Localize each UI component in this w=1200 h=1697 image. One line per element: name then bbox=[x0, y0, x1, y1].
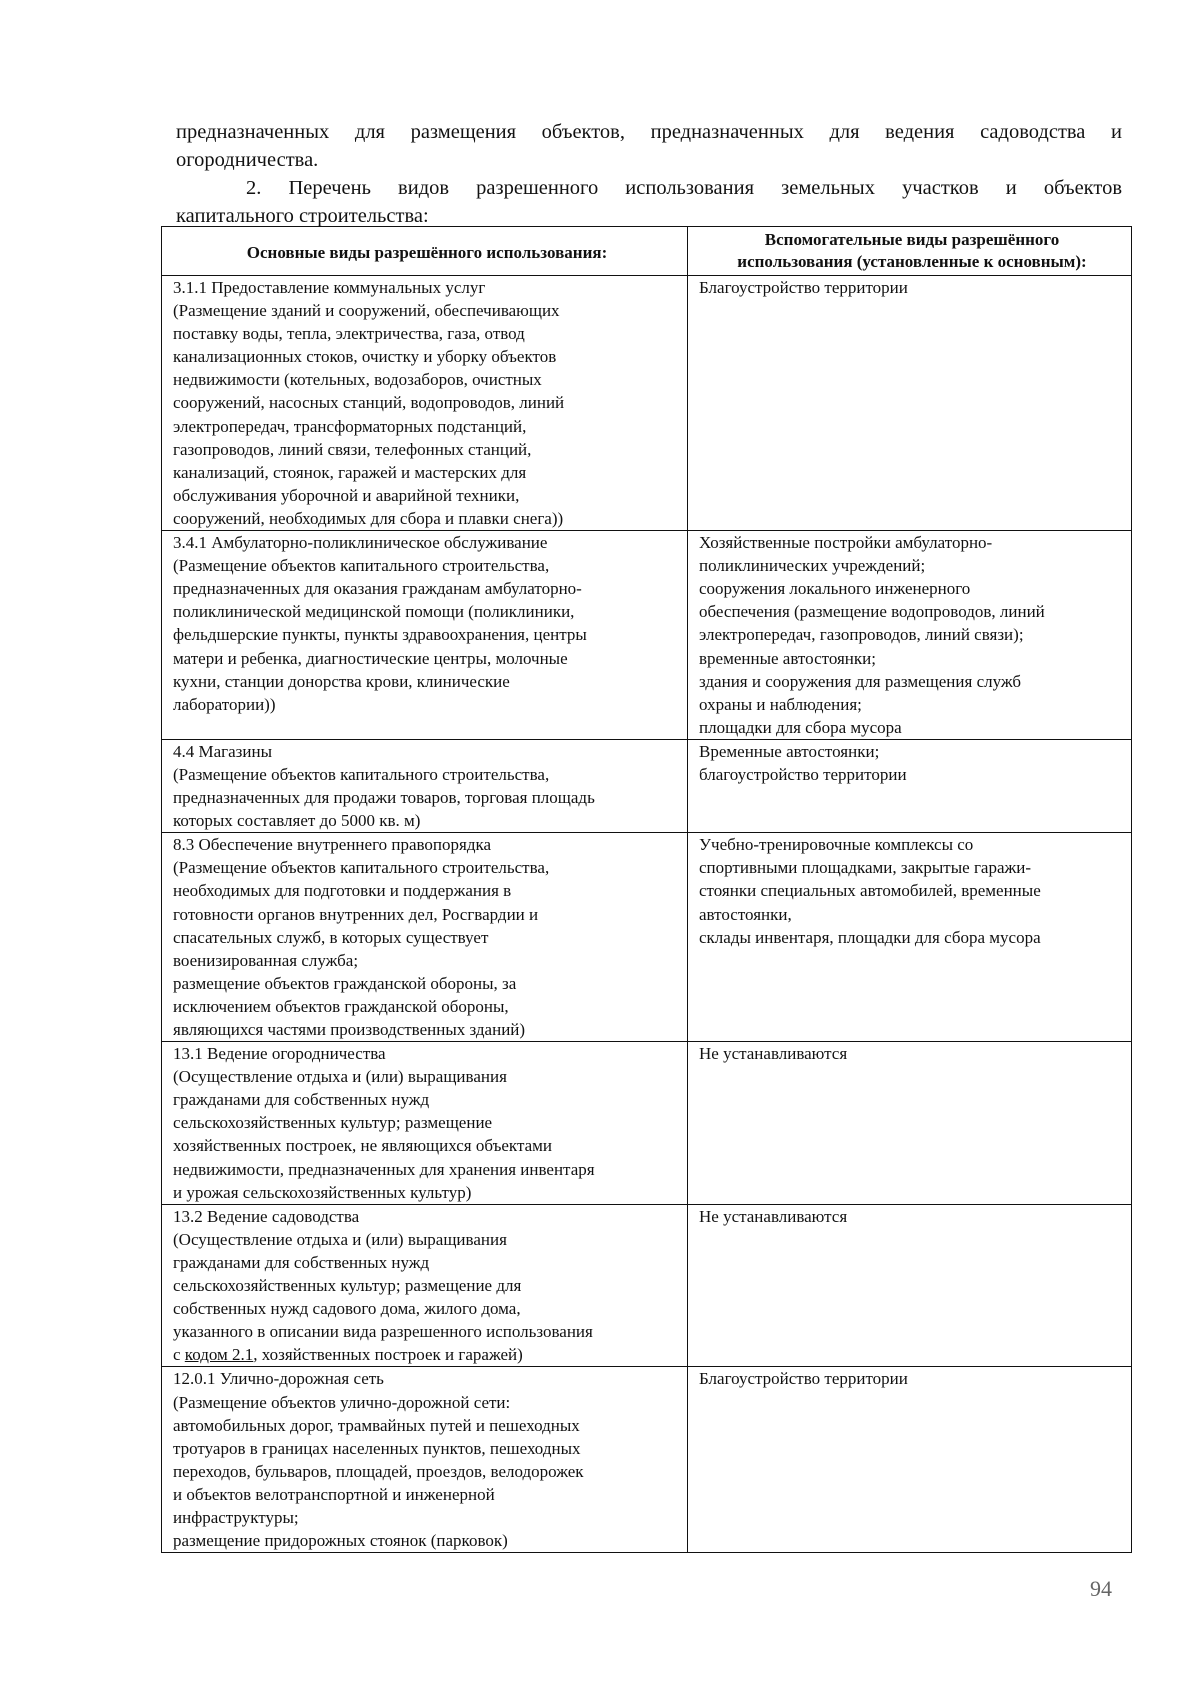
aux-use-line: Учебно-тренировочные комплексы со bbox=[699, 835, 974, 855]
main-use-line: хозяйственных построек, не являющихся объектами bbox=[173, 1136, 552, 1156]
main-use-line: которых составляет до 5000 кв. м) bbox=[173, 811, 421, 831]
header-main-uses: Основные виды разрешённого использования: bbox=[162, 227, 688, 276]
main-use-line: 4.4 Магазины bbox=[173, 741, 273, 761]
aux-use-cell bbox=[688, 531, 1132, 740]
main-use-cell bbox=[162, 739, 688, 832]
intro-paragraph-2 bbox=[176, 174, 1122, 230]
main-use-line: фельдшерские пункты, пункты здравоохранения, центры bbox=[173, 625, 587, 645]
main-use-line: предназначенных для оказания гражданам амбулаторно- bbox=[173, 579, 582, 599]
main-use-line: сельскохозяйственных культур; размещение для bbox=[173, 1276, 522, 1296]
table-row bbox=[162, 1042, 1132, 1205]
aux-use-cell bbox=[688, 833, 1132, 1042]
main-use-line: спасательных служб, в которых существует bbox=[173, 927, 489, 947]
header-aux-line: Вспомогательные виды разрешённого bbox=[764, 230, 1060, 249]
land-use-table bbox=[161, 226, 1132, 1553]
main-use-line: канализационных стоков, очистку и уборку объектов bbox=[173, 347, 557, 367]
aux-use-cell bbox=[688, 739, 1132, 832]
aux-use-line: автостоянки, bbox=[699, 904, 792, 924]
aux-use-cell bbox=[688, 1204, 1132, 1367]
aux-use-cell bbox=[688, 1042, 1132, 1205]
line-suffix: , хозяйственных построек и гаражей) bbox=[253, 1345, 523, 1365]
main-use-line: газопроводов, линий связи, телефонных станций, bbox=[173, 439, 532, 459]
main-use-line: сооружений, необходимых для сбора и плавки снега)) bbox=[173, 508, 564, 528]
main-use-cell bbox=[162, 1367, 688, 1553]
main-use-line bbox=[173, 1343, 681, 1366]
aux-use-line: спортивными площадками, закрытые гаражи- bbox=[699, 858, 1032, 878]
main-use-line: гражданами для собственных нужд bbox=[173, 1090, 430, 1110]
main-use-line: (Размещение объектов капитального строительства, bbox=[173, 858, 550, 878]
intro-line: предназначенных для размещения объектов, предназначенных для ведения садоводства и bbox=[176, 121, 1122, 143]
intro-line: капитального строительства: bbox=[176, 205, 429, 227]
main-use-line: 12.0.1 Улично-дорожная сеть bbox=[173, 1369, 384, 1389]
aux-use-line: охраны и наблюдения; bbox=[699, 694, 862, 714]
header-aux-line: использования (установленные к основным): bbox=[737, 252, 1087, 271]
table-body bbox=[162, 276, 1132, 1553]
main-use-line: (Размещение объектов капитального строительства, bbox=[173, 556, 550, 576]
main-use-line: (Размещение объектов улично-дорожной сети: bbox=[173, 1392, 511, 1412]
main-use-line: (Размещение зданий и сооружений, обеспечивающих bbox=[173, 301, 560, 321]
aux-use-line: благоустройство территории bbox=[699, 764, 907, 784]
aux-use-line: Благоустройство территории bbox=[699, 278, 908, 297]
main-use-line: 3.4.1 Амбулаторно-поликлиническое обслуживание bbox=[173, 533, 548, 553]
aux-use-line: временные автостоянки; bbox=[699, 648, 876, 668]
main-use-line: лаборатории)) bbox=[173, 694, 276, 714]
aux-use-cell bbox=[688, 1367, 1132, 1553]
main-use-line: кухни, станции донорства крови, клинические bbox=[173, 671, 510, 691]
line-prefix: с bbox=[173, 1345, 185, 1365]
main-use-line: гражданами для собственных нужд bbox=[173, 1252, 430, 1272]
aux-use-line: Не устанавливаются bbox=[699, 1044, 848, 1064]
aux-use-line: площадки для сбора мусора bbox=[699, 717, 902, 737]
main-use-line: матери и ребенка, диагностические центры, молочные bbox=[173, 648, 568, 668]
main-use-line: военизированная служба; bbox=[173, 950, 359, 970]
table-row bbox=[162, 833, 1132, 1042]
aux-use-line: поликлинических учреждений; bbox=[699, 556, 926, 576]
main-use-line: являющихся частями производственных зданий) bbox=[173, 1020, 526, 1039]
intro-text bbox=[176, 118, 1122, 230]
main-use-line: обслуживания уборочной и аварийной техники, bbox=[173, 485, 520, 505]
main-use-line: (Осуществление отдыха и (или) выращивания bbox=[173, 1067, 507, 1087]
main-use-line: автомобильных дорог, трамвайных путей и пешеходных bbox=[173, 1415, 580, 1435]
main-use-line: и объектов велотранспортной и инженерной bbox=[173, 1484, 495, 1504]
main-use-line: готовности органов внутренних дел, Росгвардии и bbox=[173, 904, 539, 924]
aux-use-line: обеспечения (размещение водопроводов, линий bbox=[699, 602, 1045, 622]
main-use-line: 8.3 Обеспечение внутреннего правопорядка bbox=[173, 835, 492, 855]
table-header-row bbox=[162, 227, 1132, 276]
header-aux-uses bbox=[688, 227, 1132, 276]
main-use-line: размещение объектов гражданской обороны, за bbox=[173, 973, 517, 993]
main-use-line: 13.2 Ведение садоводства bbox=[173, 1206, 360, 1226]
intro-line: огородничества. bbox=[176, 149, 319, 171]
intro-line: 2. Перечень видов разрешенного использования земельных участков и объектов bbox=[246, 177, 1122, 199]
aux-use-line: Хозяйственные постройки амбулаторно- bbox=[699, 533, 993, 553]
aux-use-line: здания и сооружения для размещения служб bbox=[699, 671, 1022, 691]
table-row bbox=[162, 1204, 1132, 1367]
table-row bbox=[162, 739, 1132, 832]
main-use-cell bbox=[162, 1042, 688, 1205]
table-row bbox=[162, 276, 1132, 531]
main-use-line: и урожая сельскохозяйственных культур) bbox=[173, 1182, 472, 1202]
aux-use-line: Не устанавливаются bbox=[699, 1206, 848, 1226]
main-use-line: недвижимости (котельных, водозаборов, очистных bbox=[173, 370, 542, 390]
main-use-line: тротуаров в границах населенных пунктов, пешеходных bbox=[173, 1438, 581, 1458]
aux-use-line: Благоустройство территории bbox=[699, 1369, 908, 1389]
aux-use-line: электропередач, газопроводов, линий связи); bbox=[699, 625, 1024, 645]
main-use-line: переходов, бульваров, площадей, проездов, велодорожек bbox=[173, 1461, 584, 1481]
main-use-line: 13.1 Ведение огородничества bbox=[173, 1044, 386, 1064]
main-use-line: электропередач, трансформаторных подстанций, bbox=[173, 416, 527, 436]
intro-paragraph-1 bbox=[176, 118, 1122, 174]
table-row bbox=[162, 531, 1132, 740]
main-use-line: канализаций, стоянок, гаражей и мастерских для bbox=[173, 462, 527, 482]
page-number: 94 bbox=[1090, 1576, 1112, 1601]
main-use-line: (Осуществление отдыха и (или) выращивания bbox=[173, 1229, 507, 1249]
main-use-line: сооружений, насосных станций, водопроводов, линий bbox=[173, 393, 565, 413]
main-use-line: размещение придорожных стоянок (парковок) bbox=[173, 1531, 508, 1551]
main-use-line: необходимых для подготовки и поддержания в bbox=[173, 881, 512, 901]
main-use-line: инфраструктуры; bbox=[173, 1507, 299, 1527]
main-use-line: (Размещение объектов капитального строительства, bbox=[173, 764, 550, 784]
main-use-line: поликлинической медицинской помощи (поликлиники, bbox=[173, 602, 575, 622]
main-use-line: 3.1.1 Предоставление коммунальных услуг bbox=[173, 278, 486, 297]
main-use-cell bbox=[162, 1204, 688, 1367]
main-use-cell bbox=[162, 833, 688, 1042]
main-use-line: поставку воды, тепла, электричества, газа, отвод bbox=[173, 324, 525, 344]
table-row bbox=[162, 1367, 1132, 1553]
aux-use-line: стоянки специальных автомобилей, временные bbox=[699, 881, 1041, 901]
aux-use-cell bbox=[688, 276, 1132, 531]
main-use-line: недвижимости, предназначенных для хранения инвентаря bbox=[173, 1159, 595, 1179]
aux-use-line: склады инвентаря, площадки для сбора мусора bbox=[699, 927, 1041, 947]
main-use-line: предназначенных для продажи товаров, торговая площадь bbox=[173, 788, 595, 808]
main-use-cell bbox=[162, 531, 688, 740]
main-use-cell bbox=[162, 276, 688, 531]
aux-use-line: сооружения локального инженерного bbox=[699, 579, 971, 599]
code-link[interactable]: кодом 2.1 bbox=[184, 1345, 254, 1365]
aux-use-line: Временные автостоянки; bbox=[699, 741, 880, 761]
main-use-line: исключением объектов гражданской обороны, bbox=[173, 996, 509, 1016]
main-use-line: собственных нужд садового дома, жилого дома, bbox=[173, 1299, 521, 1319]
main-use-line: указанного в описании вида разрешенного использования bbox=[173, 1322, 593, 1342]
main-use-line: сельскохозяйственных культур; размещение bbox=[173, 1113, 493, 1133]
